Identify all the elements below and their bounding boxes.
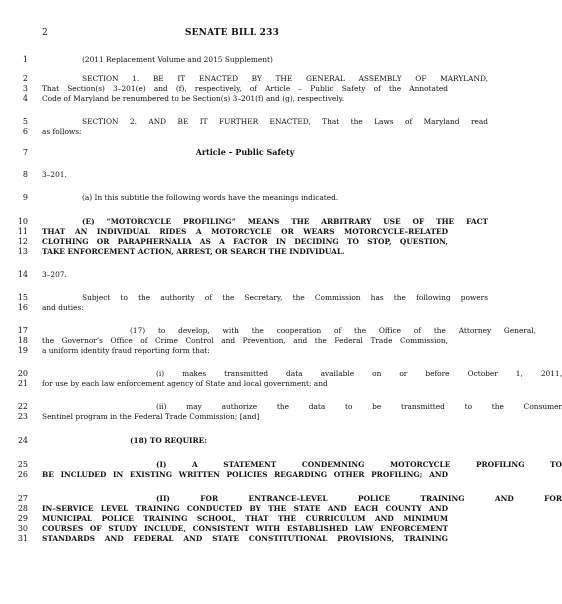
- text-line: for use by each law enforcement agency of State and local government; and: [42, 379, 328, 388]
- line-number: 28: [17, 504, 28, 513]
- line-number: 1: [22, 55, 28, 64]
- line-number: 21: [17, 379, 28, 388]
- text-line: (E) “MOTORCYCLE PROFILING” MEANS THE ARBITRARY USE OF THE FACT: [82, 217, 488, 226]
- text-line: Subject to the authority of the Secretary, the Commission has the following powers: [82, 293, 488, 302]
- text-line: SECTION 2. AND BE IT FURTHER ENACTED, That the Laws of Maryland read: [82, 117, 488, 126]
- line-number: 19: [17, 346, 28, 355]
- line-number: 31: [17, 534, 28, 543]
- section-number: 3–201.: [42, 170, 67, 179]
- text-line: (a) In this subtitle the following words have the meanings indicated.: [82, 193, 339, 202]
- line-number: 7: [22, 148, 28, 157]
- line-number: 5: [22, 117, 28, 126]
- line-number: 8: [22, 170, 28, 179]
- line-number: 13: [17, 247, 28, 256]
- text-line: (II) FOR ENTRANCE–LEVEL POLICE TRAINING AND FOR: [156, 494, 562, 503]
- line-number: 11: [17, 227, 28, 236]
- article-heading: Article – Public Safety: [195, 147, 295, 157]
- line-number: 26: [17, 470, 28, 479]
- text-line: CLOTHING OR PARAPHERNALIA AS A FACTOR IN DECIDING TO STOP, QUESTION,: [42, 237, 448, 246]
- line-number: 23: [17, 412, 28, 421]
- text-line: COURSES OF STUDY INCLUDE, CONSISTENT WITH ESTABLISHED LAW ENFORCEMENT: [42, 524, 448, 533]
- text-line: (2011 Replacement Volume and 2015 Supplement): [82, 55, 273, 64]
- line-number: 17: [17, 326, 28, 335]
- line-number: 22: [17, 402, 28, 411]
- text-line: STANDARDS AND FEDERAL AND STATE CONSTITUTIONAL PROVISIONS, TRAINING: [42, 534, 448, 543]
- line-number: 24: [17, 436, 28, 445]
- text-line: IN–SERVICE LEVEL TRAINING CONDUCTED BY THE STATE AND EACH COUNTY AND: [42, 504, 448, 513]
- text-line: MUNICIPAL POLICE TRAINING SCHOOL, THAT THE CURRICULUM AND MINIMUM: [42, 514, 448, 523]
- line-number: 4: [22, 94, 28, 103]
- line-number: 20: [17, 369, 28, 378]
- text-line: That Section(s) 3–201(e) and (f), respectively, of Article – Public Safety of the Annotated: [42, 84, 448, 93]
- text-line: (ii) may authorize the data to be transmitted to the Consumer: [156, 402, 562, 411]
- line-number: 14: [17, 270, 28, 279]
- text-line: THAT AN INDIVIDUAL RIDES A MOTORCYCLE OR WEARS MOTORCYCLE–RELATED: [42, 227, 448, 236]
- line-number: 6: [22, 127, 28, 136]
- line-number: 29: [17, 514, 28, 523]
- line-number: 25: [17, 460, 28, 469]
- text-line: (I) A STATEMENT CONDEMNING MOTORCYCLE PROFILING TO: [156, 460, 562, 469]
- text-line: Sentinel program in the Federal Trade Commission; [and]: [42, 412, 260, 421]
- line-number: 9: [22, 193, 28, 202]
- text-line: a uniform identity fraud reporting form that:: [42, 346, 210, 355]
- text-line: BE INCLUDED IN EXISTING WRITTEN POLICIES REGARDING OTHER PROFILING; AND: [42, 470, 448, 479]
- section-number: 3–207.: [42, 270, 67, 279]
- bill-title: SENATE BILL 233: [184, 28, 280, 38]
- line-number: 16: [17, 303, 28, 312]
- text-line: and duties:: [42, 303, 84, 312]
- text-line: (i) makes transmitted data available on or before October 1, 2011,: [156, 369, 562, 378]
- line-number: 2: [22, 74, 28, 83]
- text-line: as follows:: [42, 127, 82, 136]
- page-number: 2: [42, 28, 48, 38]
- line-number: 15: [17, 293, 28, 302]
- text-line: TAKE ENFORCEMENT ACTION, ARREST, OR SEARCH THE INDIVIDUAL.: [42, 247, 345, 256]
- text-line: Code of Maryland be renumbered to be Section(s) 3–201(f) and (g), respectively.: [42, 94, 345, 103]
- text-line: the Governor’s Office of Crime Control and Prevention, and the Federal Trade Commission,: [42, 336, 448, 345]
- line-number: 3: [22, 84, 28, 93]
- text-line: (17) to develop, with the cooperation of the Office of the Attorney General,: [130, 326, 536, 335]
- line-number: 12: [17, 237, 28, 246]
- line-number: 27: [17, 494, 28, 503]
- line-number: 18: [17, 336, 28, 345]
- line-number: 30: [17, 524, 28, 533]
- text-line: SECTION 1. BE IT ENACTED BY THE GENERAL ASSEMBLY OF MARYLAND,: [82, 74, 488, 83]
- text-line: (18) TO REQUIRE:: [130, 436, 207, 445]
- line-number: 10: [17, 217, 28, 226]
